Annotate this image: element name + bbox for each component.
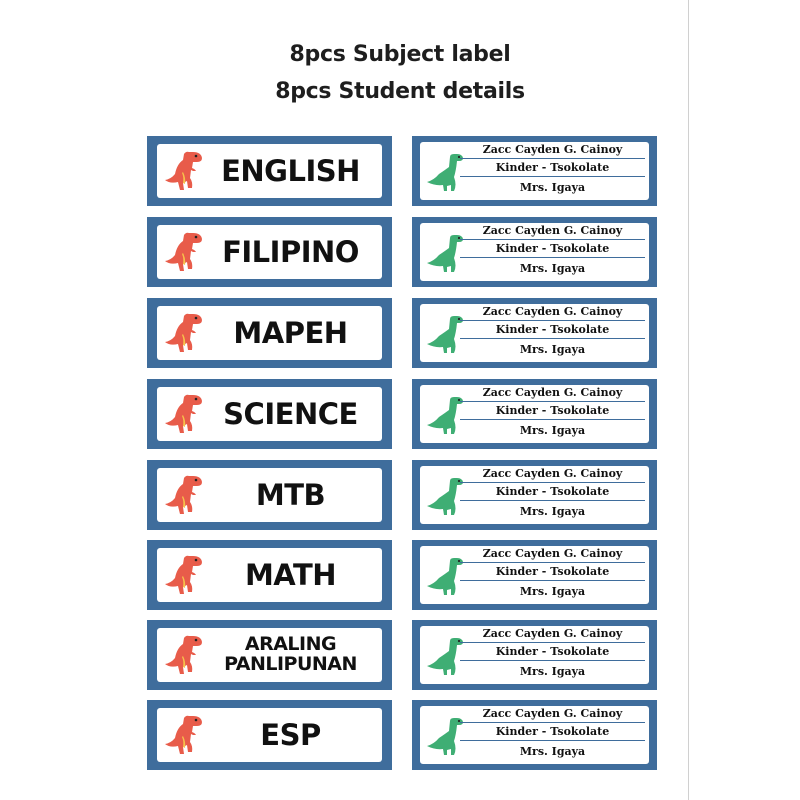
student-teacher: Mrs. Igaya: [519, 665, 586, 678]
student-teacher: Mrs. Igaya: [519, 181, 586, 194]
red-dinosaur-icon: [163, 710, 205, 760]
red-dinosaur-icon: [163, 630, 205, 680]
heading-subject-labels: 8pcs Subject label: [289, 42, 511, 67]
subject-name: ESP: [260, 717, 321, 752]
heading-student-details: 8pcs Student details: [275, 79, 525, 104]
red-dinosaur-icon: [163, 227, 205, 277]
subject-label-card: [147, 298, 392, 368]
subject-name: MAPEH: [233, 315, 348, 350]
subject-label-card: [147, 379, 392, 449]
student-details-card: [412, 460, 657, 530]
student-name: Zacc Cayden G. Cainoy: [460, 626, 645, 643]
red-dinosaur-icon: [163, 389, 205, 439]
subject-label-card: [147, 136, 392, 206]
subject-label-card: [147, 700, 392, 770]
subject-name: MATH: [244, 557, 337, 592]
student-name: Zacc Cayden G. Cainoy: [460, 466, 645, 483]
subject-name: SCIENCE: [223, 396, 358, 431]
page-edge-divider: [688, 0, 689, 800]
student-teacher: Mrs. Igaya: [519, 585, 586, 598]
student-name: Zacc Cayden G. Cainoy: [460, 223, 645, 240]
student-grade-section: Kinder - Tsokolate: [460, 241, 645, 258]
subject-name: MTB: [255, 477, 326, 512]
student-teacher: Mrs. Igaya: [519, 505, 586, 518]
student-name: Zacc Cayden G. Cainoy: [460, 304, 645, 321]
student-teacher: Mrs. Igaya: [519, 262, 586, 275]
student-details-card: [412, 217, 657, 287]
student-grade-section: Kinder - Tsokolate: [460, 160, 645, 177]
student-grade-section: Kinder - Tsokolate: [460, 403, 645, 420]
student-name: Zacc Cayden G. Cainoy: [460, 706, 645, 723]
student-details-card: [412, 620, 657, 690]
student-teacher: Mrs. Igaya: [519, 424, 586, 437]
student-name: Zacc Cayden G. Cainoy: [460, 546, 645, 563]
student-details-card: [412, 298, 657, 368]
subject-name: ARALING PANLIPUNAN: [224, 633, 357, 675]
student-grade-section: Kinder - Tsokolate: [460, 644, 645, 661]
student-teacher: Mrs. Igaya: [519, 745, 586, 758]
student-name: Zacc Cayden G. Cainoy: [460, 385, 645, 402]
student-details-card: [412, 540, 657, 610]
student-details-card: [412, 700, 657, 770]
student-teacher: Mrs. Igaya: [519, 343, 586, 356]
student-grade-section: Kinder - Tsokolate: [460, 484, 645, 501]
subject-label-card: [147, 620, 392, 690]
student-grade-section: Kinder - Tsokolate: [460, 322, 645, 339]
student-grade-section: Kinder - Tsokolate: [460, 724, 645, 741]
subject-name: FILIPINO: [222, 234, 359, 269]
subject-label-card: [147, 540, 392, 610]
red-dinosaur-icon: [163, 470, 205, 520]
student-details-card: [412, 379, 657, 449]
subject-label-card: [147, 217, 392, 287]
red-dinosaur-icon: [163, 146, 205, 196]
red-dinosaur-icon: [163, 550, 205, 600]
student-grade-section: Kinder - Tsokolate: [460, 564, 645, 581]
student-details-card: [412, 136, 657, 206]
subject-label-card: [147, 460, 392, 530]
subject-name: ENGLISH: [221, 153, 360, 188]
student-name: Zacc Cayden G. Cainoy: [460, 142, 645, 159]
red-dinosaur-icon: [163, 308, 205, 358]
